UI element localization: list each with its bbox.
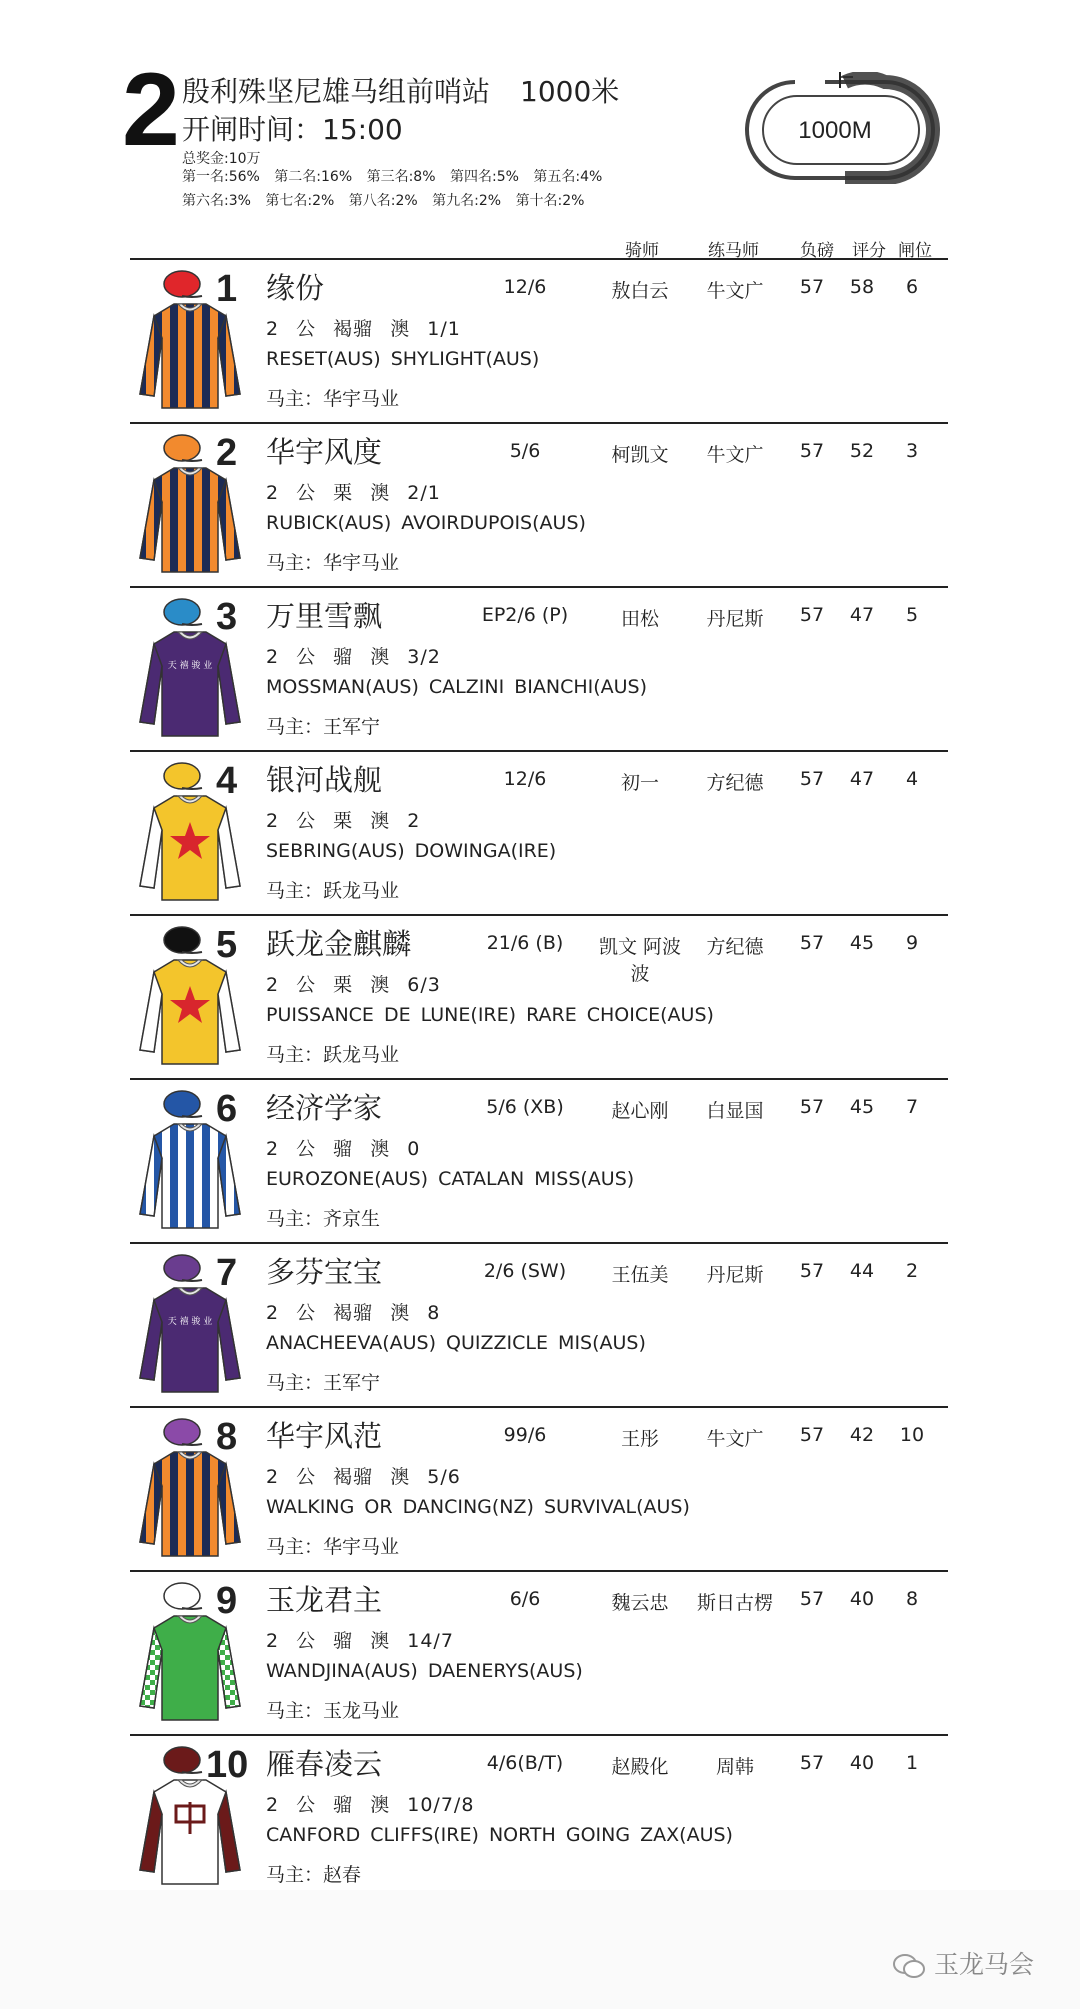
prize-item: 第二名:16% bbox=[274, 169, 353, 185]
pedigree: WALKING OR DANCING(NZ) SURVIVAL(AUS) bbox=[266, 1496, 690, 1518]
horse-name: 经济学家 bbox=[266, 1091, 383, 1125]
horse-number: 5 bbox=[216, 924, 238, 966]
entry-row bbox=[130, 914, 948, 1078]
race-distance: 1000米 bbox=[520, 75, 620, 108]
draw: 2 bbox=[905, 1260, 919, 1282]
odds: 12/6 bbox=[503, 276, 547, 298]
horse-info: 2 公 栗 澳 6/3 bbox=[266, 974, 441, 996]
owner: 马主：赵春 bbox=[266, 1864, 362, 1886]
trainer: 牛文广 bbox=[706, 1428, 764, 1450]
entry-row bbox=[130, 1570, 948, 1734]
prize-item: 第六名:3% bbox=[182, 193, 251, 209]
prize-item: 第七名:2% bbox=[265, 193, 335, 209]
rating: 45 bbox=[849, 1096, 875, 1118]
horse-info: 2 公 骝 澳 0 bbox=[266, 1138, 421, 1160]
entry-row bbox=[130, 1242, 948, 1406]
pedigree: SEBRING(AUS) DOWINGA(IRE) bbox=[266, 840, 557, 862]
prize-row-1 bbox=[182, 166, 612, 186]
prize-row-2 bbox=[182, 190, 595, 210]
weight: 57 bbox=[799, 932, 825, 954]
weight: 57 bbox=[799, 1260, 825, 1282]
pedigree: CANFORD CLIFFS(IRE) NORTH GOING ZAX(AUS) bbox=[266, 1824, 733, 1846]
draw: 9 bbox=[905, 932, 919, 954]
pedigree: PUISSANCE DE LUNE(IRE) RARE CHOICE(AUS) bbox=[266, 1004, 714, 1026]
horse-name: 缘份 bbox=[266, 271, 325, 305]
draw: 7 bbox=[905, 1096, 919, 1118]
horse-info: 2 公 栗 澳 2/1 bbox=[266, 482, 441, 504]
draw: 4 bbox=[905, 768, 919, 790]
horse-info: 2 公 骝 澳 3/2 bbox=[266, 646, 441, 668]
owner: 马主：玉龙马业 bbox=[266, 1700, 400, 1722]
odds: 2/6 (SW) bbox=[483, 1260, 567, 1282]
odds: 12/6 bbox=[503, 768, 547, 790]
race-title bbox=[182, 70, 619, 110]
weight: 57 bbox=[799, 1752, 825, 1774]
entry-row bbox=[130, 422, 948, 586]
pedigree: RUBICK(AUS) AVOIRDUPOIS(AUS) bbox=[266, 512, 586, 534]
weight: 57 bbox=[799, 604, 825, 626]
owner: 马主：华宇马业 bbox=[266, 388, 400, 410]
odds: 5/6 bbox=[509, 440, 541, 462]
horse-info: 2 公 骝 澳 10/7/8 bbox=[266, 1794, 475, 1816]
prize-item: 第九名:2% bbox=[432, 193, 502, 209]
horse-name: 雁春凌云 bbox=[266, 1747, 383, 1781]
jockey: 敖白云 bbox=[611, 280, 669, 302]
col-draw: 闸位 bbox=[898, 241, 932, 261]
horse-number: 7 bbox=[216, 1252, 238, 1294]
entry-row bbox=[130, 1406, 948, 1570]
prize-item: 第五名:4% bbox=[533, 169, 603, 185]
watermark-text: 玉龙马会 bbox=[933, 1950, 1034, 1979]
jockey: 初一 bbox=[620, 772, 659, 794]
jockey: 王彤 bbox=[620, 1428, 659, 1450]
trainer: 丹尼斯 bbox=[706, 608, 764, 630]
horse-name: 多芬宝宝 bbox=[266, 1255, 383, 1289]
trainer: 方纪德 bbox=[706, 936, 764, 958]
horse-number: 8 bbox=[216, 1416, 238, 1458]
horse-info: 2 公 褐骝 澳 5/6 bbox=[266, 1466, 461, 1488]
horse-name: 万里雪飘 bbox=[266, 599, 383, 633]
trainer: 白显国 bbox=[706, 1100, 764, 1122]
jockey: 凯文 阿波波 bbox=[598, 936, 682, 985]
prize-item: 第八名:2% bbox=[348, 193, 418, 209]
rating: 47 bbox=[849, 604, 875, 626]
col-trainer: 练马师 bbox=[708, 241, 759, 261]
horse-info: 2 公 褐骝 澳 1/1 bbox=[266, 318, 461, 340]
col-rating: 评分 bbox=[852, 241, 886, 261]
horse-name: 华宇风范 bbox=[266, 1419, 383, 1453]
col-jockey: 骑师 bbox=[625, 241, 659, 261]
pedigree: MOSSMAN(AUS) CALZINI BIANCHI(AUS) bbox=[266, 676, 648, 698]
horse-number: 9 bbox=[216, 1580, 238, 1622]
entry-row bbox=[130, 1078, 948, 1242]
odds: 5/6 (XB) bbox=[486, 1096, 564, 1118]
horse-number: 4 bbox=[216, 760, 238, 802]
rating: 40 bbox=[849, 1752, 875, 1774]
odds: EP2/6 (P) bbox=[481, 604, 569, 626]
owner: 马主：跃龙马业 bbox=[266, 880, 400, 902]
trainer: 牛文广 bbox=[706, 444, 764, 466]
draw: 6 bbox=[905, 276, 919, 298]
weight: 57 bbox=[799, 440, 825, 462]
draw: 3 bbox=[905, 440, 919, 462]
jockey: 魏云忠 bbox=[611, 1592, 669, 1614]
owner: 马主：王军宁 bbox=[266, 716, 381, 738]
rating: 44 bbox=[849, 1260, 875, 1282]
horse-name: 玉龙君主 bbox=[266, 1583, 383, 1617]
odds: 21/6 (B) bbox=[486, 932, 564, 954]
trainer: 斯日古楞 bbox=[696, 1592, 773, 1614]
prize-item: 第十名:2% bbox=[515, 193, 585, 209]
weight: 57 bbox=[799, 1096, 825, 1118]
draw: 8 bbox=[905, 1588, 919, 1610]
trainer: 周韩 bbox=[715, 1756, 754, 1778]
rating: 42 bbox=[849, 1424, 875, 1446]
draw: 10 bbox=[899, 1424, 925, 1446]
jockey: 赵殿化 bbox=[611, 1756, 669, 1778]
owner: 马主：王军宁 bbox=[266, 1372, 381, 1394]
horse-info: 2 公 骝 澳 14/7 bbox=[266, 1630, 454, 1652]
entry-row bbox=[130, 586, 948, 750]
svg-text:天 禧 骏 业: 天 禧 骏 业 bbox=[167, 1317, 213, 1327]
prize-item: 第四名:5% bbox=[449, 169, 519, 185]
odds: 99/6 bbox=[503, 1424, 547, 1446]
pedigree: ANACHEEVA(AUS) QUIZZICLE MIS(AUS) bbox=[266, 1332, 646, 1354]
jockey: 赵心刚 bbox=[611, 1100, 669, 1122]
horse-name: 银河战舰 bbox=[266, 763, 383, 797]
rating: 58 bbox=[849, 276, 875, 298]
horse-number: 1 bbox=[216, 268, 238, 310]
weight: 57 bbox=[799, 768, 825, 790]
prize-item: 第三名:8% bbox=[366, 169, 436, 185]
horse-number: 10 bbox=[206, 1744, 249, 1786]
pedigree: EUROZONE(AUS) CATALAN MISS(AUS) bbox=[266, 1168, 635, 1190]
track-label: 1000M bbox=[798, 117, 872, 144]
horse-number: 2 bbox=[216, 432, 238, 474]
trainer: 丹尼斯 bbox=[706, 1264, 764, 1286]
jockey: 柯凯文 bbox=[611, 444, 669, 466]
start-time: 开闸时间：15:00 bbox=[182, 113, 403, 146]
svg-text:天 禧 骏 业: 天 禧 骏 业 bbox=[167, 661, 213, 671]
draw: 5 bbox=[905, 604, 919, 626]
pedigree: WANDJINA(AUS) DAENERYS(AUS) bbox=[266, 1660, 583, 1682]
trainer: 方纪德 bbox=[706, 772, 764, 794]
owner: 马主：跃龙马业 bbox=[266, 1044, 400, 1066]
weight: 57 bbox=[799, 1424, 825, 1446]
odds: 4/6(B/T) bbox=[486, 1752, 564, 1774]
weight: 57 bbox=[799, 276, 825, 298]
weight: 57 bbox=[799, 1588, 825, 1610]
rating: 45 bbox=[849, 932, 875, 954]
horse-name: 华宇风度 bbox=[266, 435, 383, 469]
col-weight: 负磅 bbox=[800, 241, 834, 261]
horse-info: 2 公 褐骝 澳 8 bbox=[266, 1302, 441, 1324]
entry-row bbox=[130, 750, 948, 914]
race-name: 殷利殊坚尼雄马组前哨站 bbox=[182, 75, 491, 108]
race-number: 2 bbox=[122, 52, 180, 168]
horse-info: 2 公 栗 澳 2 bbox=[266, 810, 421, 832]
rating: 52 bbox=[849, 440, 875, 462]
total-prize: 总奖金:10万 bbox=[182, 151, 261, 167]
owner: 马主：华宇马业 bbox=[266, 1536, 400, 1558]
horse-number: 6 bbox=[216, 1088, 238, 1130]
entry-row bbox=[130, 258, 948, 422]
pedigree: RESET(AUS) SHYLIGHT(AUS) bbox=[266, 348, 540, 370]
rating: 47 bbox=[849, 768, 875, 790]
draw: 1 bbox=[905, 1752, 919, 1774]
trainer: 牛文广 bbox=[706, 280, 764, 302]
horse-number: 3 bbox=[216, 596, 238, 638]
watermark bbox=[892, 1945, 1034, 1981]
prize-item: 第一名:56% bbox=[182, 169, 260, 185]
owner: 马主：齐京生 bbox=[266, 1208, 381, 1230]
owner: 马主：华宇马业 bbox=[266, 552, 400, 574]
odds: 6/6 bbox=[509, 1588, 541, 1610]
jockey: 王伍美 bbox=[611, 1264, 669, 1286]
rating: 40 bbox=[849, 1588, 875, 1610]
wechat-icon bbox=[892, 1953, 926, 1979]
track-diagram bbox=[735, 72, 945, 184]
entry-row bbox=[130, 1734, 948, 1900]
jockey: 田松 bbox=[620, 608, 659, 630]
horse-name: 跃龙金麒麟 bbox=[266, 927, 412, 961]
